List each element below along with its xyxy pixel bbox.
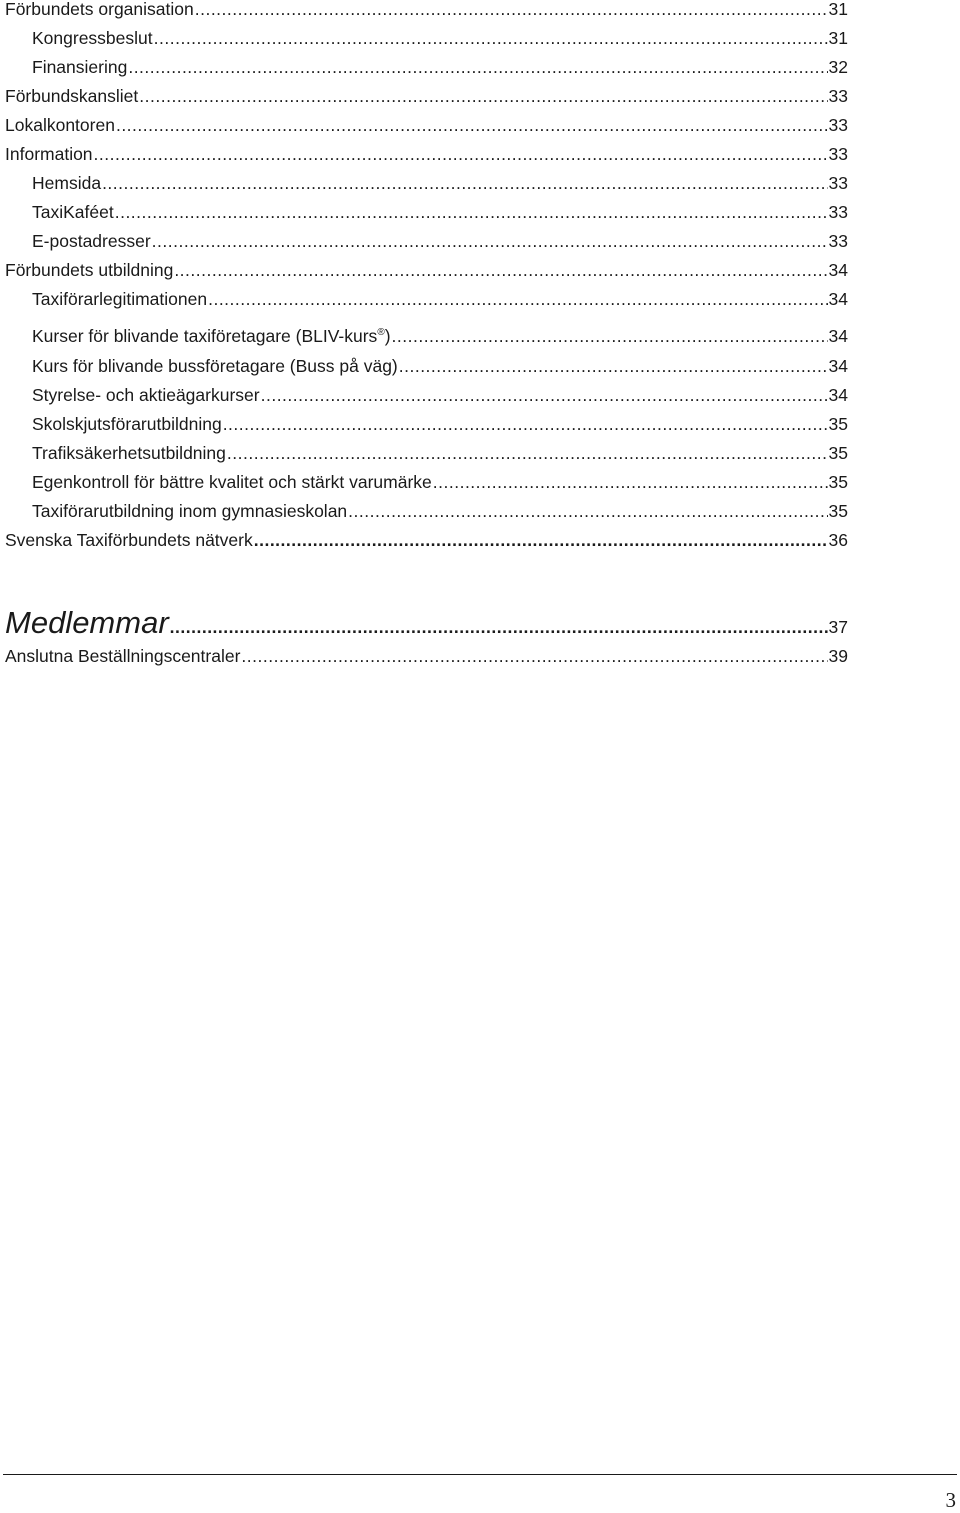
toc-entry-title: Taxiförarlegitimationen [32, 289, 208, 309]
dot-leader [128, 53, 827, 82]
dot-leader [94, 140, 828, 169]
dot-leader [348, 497, 827, 526]
toc-entry-title: Kurser för blivande taxiföretagare (BLIV-kurs®) [32, 326, 391, 346]
toc-entry-title: E-postadresser [32, 231, 151, 251]
dot-leader [139, 82, 827, 111]
toc-entry-title: Styrelse- och aktieägarkurser [32, 385, 260, 405]
dot-leader [227, 439, 828, 468]
dot-leader [174, 256, 827, 285]
toc-entry-title: Förbundets utbildning [5, 260, 174, 280]
toc-entry-page: 34 [828, 385, 848, 405]
toc-entry-title: Kurs för blivande bussföretagare (Buss på väg) [32, 356, 398, 376]
toc-entry-title: Förbundskansliet [5, 86, 139, 106]
toc-entry-page: 39 [828, 646, 848, 666]
dot-leader [116, 111, 828, 140]
page-number: 3 [945, 1488, 956, 1512]
toc-entry-title: Trafiksäkerhetsutbildning [32, 443, 226, 463]
toc-entry-title: Förbundets organisation [5, 0, 194, 19]
dot-leader [261, 381, 828, 410]
toc-entry[interactable] [0, 0, 960, 24]
dot-leader [208, 285, 827, 314]
dot-leader [254, 526, 828, 555]
toc-section-heading[interactable] [0, 603, 960, 643]
toc-entry-page: 36 [828, 530, 848, 550]
dot-leader [170, 607, 828, 647]
dot-leader [223, 410, 828, 439]
toc-entry-page: 37 [828, 617, 848, 637]
toc-entry-page: 35 [828, 472, 848, 492]
toc-entry-page: 33 [828, 231, 848, 251]
toc-entry[interactable] [0, 111, 960, 140]
dot-leader [241, 642, 827, 671]
toc-entry-title: Finansiering [32, 57, 128, 77]
toc-entry-title: Medlemmar [5, 605, 169, 640]
toc-entry[interactable] [0, 82, 960, 111]
toc-entry-page: 33 [828, 115, 848, 135]
toc-entry-page: 33 [828, 86, 848, 106]
toc-entry[interactable] [0, 526, 960, 555]
toc-entry-page: 35 [828, 501, 848, 521]
toc-entry[interactable] [0, 227, 960, 256]
toc-entry[interactable] [0, 140, 960, 169]
toc-entry[interactable] [0, 410, 960, 439]
toc-entry[interactable] [0, 642, 960, 671]
toc-entry-page: 31 [828, 28, 848, 48]
toc-entry-title: Information [5, 144, 93, 164]
toc-entry[interactable] [0, 169, 960, 198]
toc-entry-title: Taxiförarutbildning inom gymnasieskolan [32, 501, 348, 521]
toc-entry-page: 33 [828, 202, 848, 222]
toc-entry-page: 34 [828, 289, 848, 309]
toc-entry-title: Hemsida [32, 173, 102, 193]
toc-entry[interactable] [0, 53, 960, 82]
toc-entry-page: 34 [828, 260, 848, 280]
toc-entry[interactable] [0, 439, 960, 468]
toc-entry-page: 34 [828, 326, 848, 346]
toc-entry-page: 33 [828, 144, 848, 164]
toc-entry[interactable] [0, 198, 960, 227]
toc-entry[interactable] [0, 285, 960, 314]
registered-mark: ® [377, 327, 385, 339]
toc-entry[interactable] [0, 352, 960, 381]
toc-entry[interactable] [0, 468, 960, 497]
dot-leader [115, 198, 828, 227]
toc-entry-title: Kongressbeslut [32, 28, 153, 48]
dot-leader [433, 468, 828, 497]
toc-entry-page: 34 [828, 356, 848, 376]
toc-entry-title: Lokalkontoren [5, 115, 115, 135]
toc-entry-title: Skolskjutsförarutbildning [32, 414, 222, 434]
dot-leader [152, 227, 828, 256]
toc-entry-title: TaxiKaféet [32, 202, 114, 222]
toc-entry[interactable] [0, 497, 960, 526]
toc-entry[interactable] [0, 24, 960, 53]
dot-leader [154, 24, 828, 53]
dot-leader [102, 169, 827, 198]
dot-leader [399, 352, 828, 381]
toc-entry-title: Svenska Taxiförbundets nätverk [5, 530, 253, 550]
toc-entry-page: 35 [828, 414, 848, 434]
toc-entry-page: 31 [828, 0, 848, 19]
toc-entry-page: 32 [828, 57, 848, 77]
toc-entry-page: 35 [828, 443, 848, 463]
dot-leader [195, 0, 828, 24]
footer-divider [3, 1474, 957, 1475]
toc-entry-page: 33 [828, 173, 848, 193]
toc-entry-title: Anslutna Beställningscentraler [5, 646, 241, 666]
toc-entry[interactable] [0, 256, 960, 285]
toc-entry[interactable] [0, 322, 960, 351]
dot-leader [392, 322, 828, 351]
toc-entry-title: Egenkontroll för bättre kvalitet och stärkt varumärke [32, 472, 432, 492]
toc-entry[interactable] [0, 381, 960, 410]
